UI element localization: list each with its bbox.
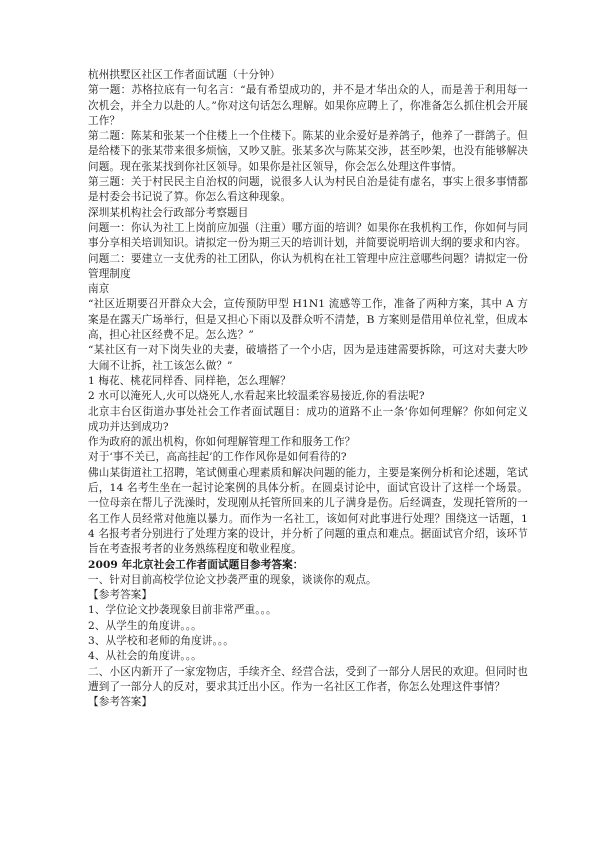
doc-title-hangzhou: 杭州拱墅区社区工作者面试题（十分钟） bbox=[88, 69, 281, 81]
section-heading-beijing-2009: 2009 年北京社会工作者面试题目参考答案： bbox=[88, 558, 304, 571]
foshan-case-discussion: 佛山某街道社工招聘，笔试侧重心理素质和解决问题的能力，主要是案例分析和论述题，笔试后，14 名考生坐在一起讨论案例的具体分析。在圆桌讨论中，面试官设计了这样一个场景。一位母亲在帮儿子洗澡时，发现刚从托管所回来的儿子满身是伤。后经调查，发现托管所的一名工作人员经常对他施以暴力。而作为一名社工，该如何对此事进行处理？围绕这一话题，14 名报考者分别进行了处理方案的设计，并分析了问题的重点和难点。据面试官介绍，该环节旨在考查报考者的业务熟练程度和敬业程度。 bbox=[88, 466, 528, 556]
nanjing-question-flowers: 1 梅花、桃花同样香、同样艳，怎么理解？ bbox=[88, 374, 291, 387]
reference-answer-label-2: 【参考答案】 bbox=[88, 696, 153, 709]
beijing-fengtai-question-success: 北京丰台区街道办事处社会工作者面试题目：成功的道路不止一条’你如何理解？你如何定义成功并达到成功? bbox=[88, 405, 528, 433]
question-3-village-autonomy: 第三题：关于村民民主自治权的问题，说很多人认为村民自治是徒有虚名，事实上很多事情都是村委会书记说了算。你怎么看这种现象。 bbox=[88, 176, 528, 204]
section-heading-shenzhen: 深圳某机构社会行政部分考察题目 bbox=[88, 206, 249, 219]
answer-point-4: 4、从社会的角度讲。。。 bbox=[88, 650, 202, 663]
document-body bbox=[88, 68, 528, 710]
beijing-2009-question-1: 一、针对目前高校学位论文抄袭严重的现象，谈谈你的观点。 bbox=[88, 573, 377, 586]
reference-answer-label-1: 【参考答案】 bbox=[88, 589, 153, 602]
beijing-fengtai-question-work-style: 对于‘事不关已，高高挂起’的工作作风你是如何看待的? bbox=[88, 451, 347, 464]
beijing-2009-question-2: 二、小区内新开了一家宠物店，手续齐全、经营合法，受到了一部分人居民的欢迎。但同时也遭到了一部分人的反对，要求其迁出小区。作为一名社区工作者，你怎么处理这件事情？ bbox=[88, 665, 528, 693]
question-2-pigeons: 第二题：陈某和张某一个住楼上一个住楼下。陈某的业余爱好是养鸽子，他养了一群鸽子。但是给楼下的张某带来很多烦恼，又吵又脏。张某多次与陈某交涉，甚至吵架，也没有能够解决问题。现在张某找到你社区领导。如果你是社区领导，你会怎么处理这件事情。 bbox=[88, 130, 528, 173]
nanjing-question-couple-shop: “某社区有一对下岗失业的夫妻，破墙搭了一个小店，因为是违建需要拆除，可这对夫妻大吵大闹不让拆，社工该怎么做？” bbox=[88, 344, 528, 372]
beijing-fengtai-question-management: 作为政府的派出机构，你如何理解管理工作和服务工作？ bbox=[88, 436, 356, 449]
answer-point-2: 2、从学生的角度讲。。。 bbox=[88, 619, 202, 632]
section-heading-nanjing: 南京 bbox=[88, 283, 110, 296]
question-1-socrates: 第一题：苏格拉底有一句名言：“最有希望成功的，并不是才华出众的人，而是善于利用每一次机会，并全力以赴的人。”你对这句话怎么理解。如果你应聘上了，你准备怎么抓住机会开展工作？ bbox=[88, 84, 528, 127]
answer-point-3: 3、从学校和老师的角度讲。。。 bbox=[88, 634, 234, 647]
nanjing-question-h1n1: “社区近期要召开群众大会，宣传预防甲型 H1N1 流感等工作，准备了两种方案，其中 A 方案是在露天广场举行，但是又担心下雨以及群众听不清楚，B 方案则是借用单位礼堂，但成本高，担心社区经费不足。怎么选？” bbox=[88, 298, 528, 342]
shenzhen-question-2: 问题二：要建立一支优秀的社工团队，你认为机构在社工管理中应注意哪些问题？请拟定一份管理制度 bbox=[88, 252, 528, 280]
nanjing-question-water-fire: 2 水可以淹死人,火可以烧死人,水看起来比较温柔容易接近,你的看法呢? bbox=[88, 390, 425, 403]
shenzhen-question-1: 问题一：你认为社工上岗前应加强（注重）哪方面的培训？如果你在我机构工作，你如何与同事分享相关培训知识。请拟定一份为期三天的培训计划，并简要说明培训大纲的要求和内容。 bbox=[88, 221, 528, 250]
answer-point-1: 1、学位论文抄袭现象目前非常严重。。。 bbox=[88, 604, 277, 617]
